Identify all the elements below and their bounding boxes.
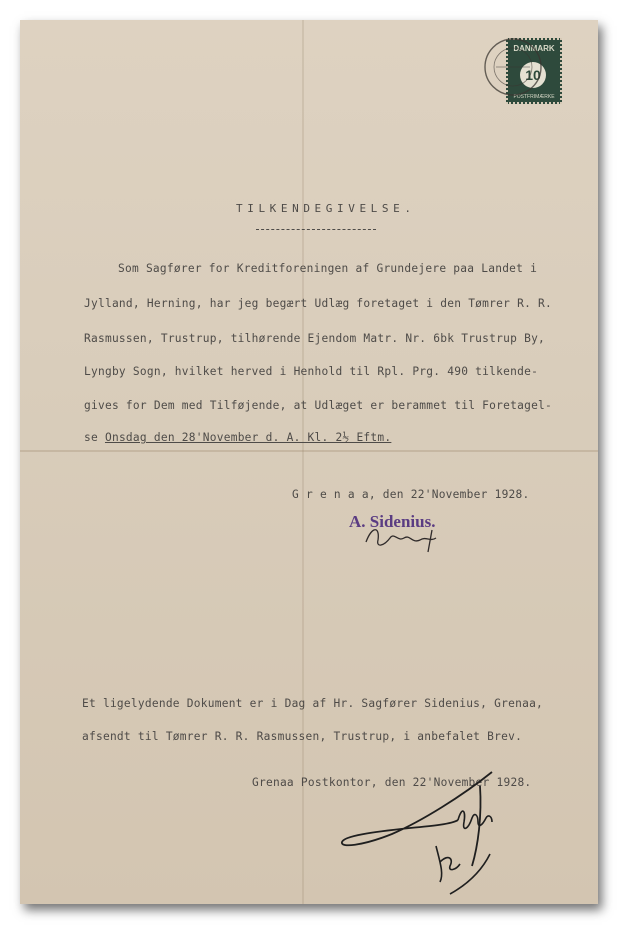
body-line: Jylland, Herning, har jeg begært Udlæg foretaget i den Tømrer R. R.	[84, 297, 553, 310]
postal-line: Et ligelydende Dokument er i Dag af Hr. Sagfører Sidenius, Grenaa,	[82, 697, 544, 710]
fold-crease	[302, 20, 304, 904]
last-line-prefix: se	[84, 431, 105, 444]
body-line: Lyngby Sogn, hvilket herved i Henhold til Rpl. Prg. 490 tilkende-	[84, 365, 539, 378]
stamp-denomination: POSTFRIMÆRKE	[513, 94, 555, 100]
signature-icon	[362, 520, 452, 554]
postal-signature-icon	[332, 766, 522, 896]
title-underline	[256, 229, 376, 230]
postal-line: afsendt til Tømrer R. R. Rasmussen, Trustrup, i anbefalet Brev.	[82, 730, 523, 743]
body-line: Rasmussen, Trustrup, tilhørende Ejendom Matr. Nr. 6bk Trustrup By,	[84, 332, 546, 345]
place-date: G r e n a a, den 22'November 1928.	[292, 488, 530, 501]
body-line: gives for Dem med Tilføjende, at Udlæget er berammet til Foretagel-	[84, 399, 553, 412]
body-line-last	[84, 431, 391, 444]
postal-date: Grenaa Postkontor, den 22'November 1928.	[252, 776, 532, 789]
fold-crease	[20, 450, 598, 452]
document-title: TILKENDEGIVELSE.	[236, 202, 416, 215]
stamp-country: DANMARK	[513, 44, 555, 53]
stamp-value: 10	[520, 62, 546, 88]
postmark-icon	[482, 36, 544, 98]
hearing-date: Onsdag den 28'November d. A. Kl. 2½ Eftm.	[104, 431, 392, 444]
name-stamp: A. Sidenius.	[349, 512, 436, 531]
body-line: Som Sagfører for Kreditforeningen af Grundejere paa Landet i	[118, 262, 538, 275]
